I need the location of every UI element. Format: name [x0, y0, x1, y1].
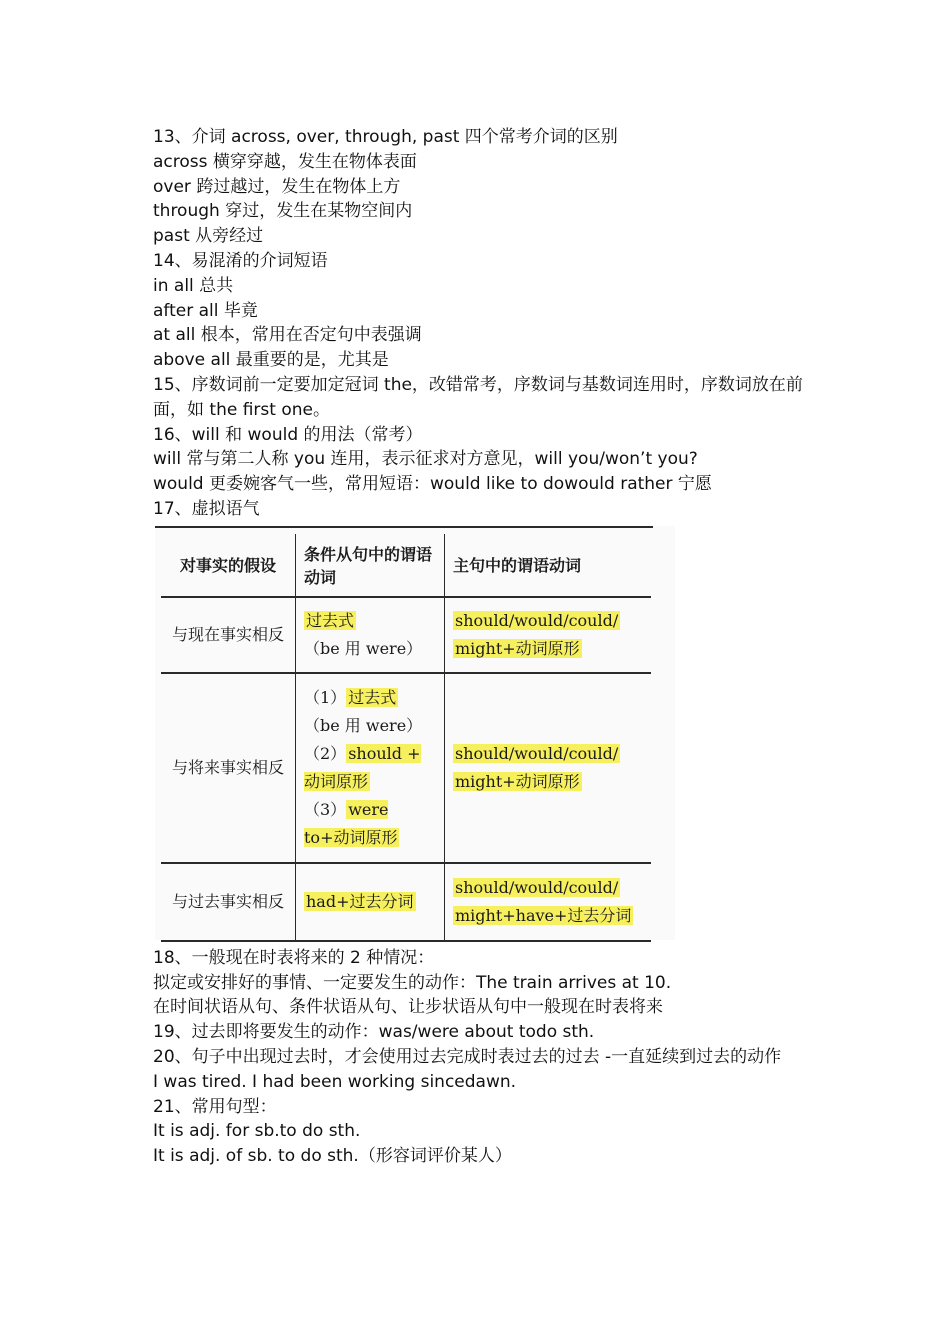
subjunctive-table — [161, 534, 651, 942]
condition-part: were to+动词原形 — [304, 799, 398, 847]
heading-16: 16、will 和 would 的用法（常考） — [153, 424, 423, 445]
main-clause-cell — [445, 863, 652, 941]
condition-part: 过去式 — [348, 687, 397, 707]
heading-13: 13、介词 across, over, through, past 四个常考介词的区别 — [153, 127, 618, 147]
text-line: would 更委婉客气一些，常用短语：would like to dowould rather 宁愿 — [153, 474, 712, 495]
text-line: across 横穿穿越，发生在物体表面 — [153, 151, 417, 172]
condition-cell — [296, 863, 445, 941]
condition-part: （1） — [304, 687, 347, 707]
header-main: 主句中的谓语动词 — [445, 534, 652, 597]
fact-cell: 与现在事实相反 — [161, 597, 296, 673]
text-line: 拟定或安排好的事情、一定要发生的动作：The train arrives at 10. — [153, 972, 672, 993]
text-line: 在时间状语从句、条件状语从句、让步状语从句中一般现在时表将来 — [153, 997, 663, 1018]
heading-19: 19、过去即将要发生的动作：was/were about todo sth. — [153, 1022, 595, 1043]
fact-cell: 与过去事实相反 — [161, 863, 296, 941]
condition-part: （be 用 were） — [304, 715, 423, 735]
table-row — [161, 673, 651, 863]
text-line: I was tired. I had been working sincedawn. — [153, 1071, 517, 1092]
heading-17: 17、虚拟语气 — [153, 498, 260, 519]
main-part: might+have+过去分词 — [455, 905, 632, 925]
text-line: past 从旁经过 — [153, 226, 264, 247]
text-line: after all 毕竟 — [153, 300, 258, 321]
condition-part: should + 动词原形 — [304, 743, 421, 791]
table-row — [161, 597, 651, 673]
condition-part: （3） — [304, 799, 347, 819]
condition-part: had+过去分词 — [306, 891, 414, 911]
text-line: above all 最重要的是，尤其是 — [153, 350, 389, 371]
table-row — [161, 863, 651, 941]
heading-14: 14、易混淆的介词短语 — [153, 250, 328, 271]
text-line: It is adj. for sb.to do sth. — [153, 1121, 361, 1142]
heading-20: 20、句子中出现过去时，才会使用过去完成时表过去的过去 -一直延续到过去的动作 — [153, 1046, 782, 1067]
text-line: at all 根本，常用在否定句中表强调 — [153, 325, 422, 346]
main-part: might+动词原形 — [455, 638, 580, 658]
condition-cell — [296, 673, 445, 863]
main-part: should/would/could/ — [455, 743, 619, 763]
main-clause-cell — [445, 673, 652, 863]
main-part: should/would/could/ — [455, 877, 619, 897]
text-line: It is adj. of sb. to do sth.（形容词评价某人） — [153, 1146, 512, 1167]
text-line: will 常与第二人称 you 连用，表示征求对方意见，will you/won’t you? — [153, 449, 698, 470]
heading-15: 15、序数词前一定要加定冠词 the，改错常考，序数词与基数词连用时，序数词放在前面，如 the first one。 — [153, 374, 803, 420]
table-top-rule — [155, 526, 653, 528]
condition-part: （2） — [304, 743, 347, 763]
condition-cell — [296, 597, 445, 673]
fact-cell: 与将来事实相反 — [161, 673, 296, 863]
condition-part: 过去式 — [306, 610, 355, 630]
header-condition: 条件从句中的谓语动词 — [296, 534, 445, 597]
main-part: should/would/could/ — [455, 610, 619, 630]
text-line: over 跨过越过，发生在物体上方 — [153, 176, 401, 197]
condition-part: （be 用 were） — [304, 638, 423, 658]
main-part: might+动词原形 — [455, 771, 580, 791]
document-body — [153, 125, 813, 1169]
main-clause-cell — [445, 597, 652, 673]
table-header-row — [161, 534, 651, 597]
subjunctive-table-image — [155, 526, 675, 940]
heading-18: 18、一般现在时表将来的 2 种情况： — [153, 947, 435, 968]
header-fact: 对事实的假设 — [161, 534, 296, 597]
text-line: through 穿过，发生在某物空间内 — [153, 201, 413, 222]
text-line: in all 总共 — [153, 275, 234, 296]
heading-21: 21、常用句型： — [153, 1096, 277, 1117]
